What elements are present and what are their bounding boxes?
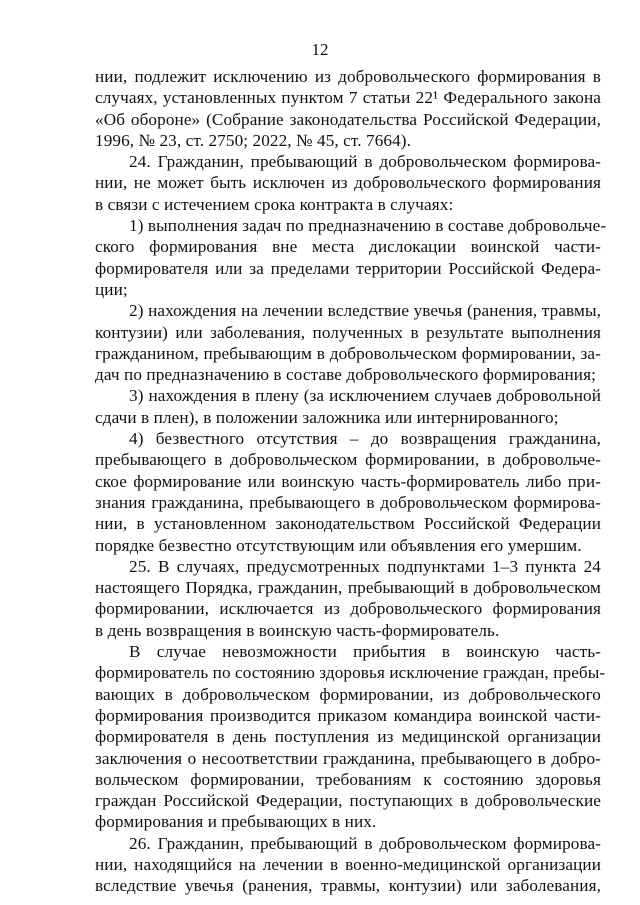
text-line: формирователь по состоянию здоровья исключение граждан, пребы- [95, 663, 606, 683]
text-line: нии, в установленном законодательством Российской Федерации [95, 514, 601, 534]
text-line: формирования и пребывающих в них. [95, 812, 377, 832]
text-line: ского формирования вне места дислокации воинской части- [95, 237, 601, 257]
paragraph-24-item-3 [95, 385, 601, 428]
page-number: 12 [311, 40, 329, 59]
text-line: гражданином, пребывающим в добровольческом формировании, за- [95, 343, 601, 363]
text-line: вающих в добровольческом формировании, из добровольческого [95, 684, 601, 704]
text-line: В случае невозможности прибытия в воинскую часть- [129, 642, 601, 662]
text-line: знания гражданина, пребывающего в добровольческом формирова- [95, 492, 601, 512]
text-line: 1) выполнения задач по предназначению в составе добровольче- [129, 216, 607, 236]
document-body [95, 66, 607, 897]
paragraph-25-second [95, 641, 606, 833]
paragraph-25 [95, 556, 601, 641]
text-line: 26. Гражданин, пребывающий в добровольческом формирова- [129, 833, 601, 853]
text-line: формирователя или за пределами территории Российской Федера- [95, 258, 601, 278]
text-line: «Об обороне» (Собрание законодательства Российской Федерации, [95, 109, 601, 129]
text-line: порядке безвестно отсутствующим или объявления его умершим. [95, 535, 582, 555]
paragraph-24-item-1 [95, 215, 607, 300]
text-line: ции; [95, 279, 128, 299]
text-line: нии, не может быть исключен из добровольческого формирования [95, 173, 601, 193]
text-line: сдачи в плен), в положении заложника или интернированного; [95, 407, 559, 427]
text-line: случаях, установленных пунктом 7 статьи 22¹ Федерального закона [95, 88, 601, 108]
text-line: настоящего Порядка, гражданин, пребывающий в добровольческом [95, 578, 601, 598]
text-line: 3) нахождения в плену (за исключением случаев добровольной [129, 386, 601, 406]
text-line: в день возвращения в воинскую часть-формирователь. [95, 620, 500, 640]
text-line: контузии) или заболевания, полученных в результате выполнения [95, 322, 601, 342]
text-line: заключения о несоответствии гражданина, пребывающего в добро- [95, 748, 601, 768]
paragraph-continuation [95, 66, 601, 151]
text-line: 25. В случаях, предусмотренных подпунктами 1–3 пункта 24 [129, 556, 601, 576]
text-line: 2) нахождения на лечении вследствие увечья (ранения, травмы, [129, 301, 601, 321]
text-line: вольческом формировании, требованиям к состоянию здоровья [95, 769, 601, 789]
text-line: дач по предназначению в составе добровольческого формирования; [95, 365, 596, 385]
text-line: граждан Российской Федерации, поступающих в добровольческие [95, 791, 601, 811]
text-line: 1996, № 23, ст. 2750; 2022, № 45, ст. 7664). [95, 130, 412, 150]
paragraph-26 [95, 833, 601, 897]
text-line: нии, находящийся на лечении в военно-медицинской организации [95, 854, 601, 874]
text-line: ское формирование или воинскую часть-формирователь либо при- [95, 471, 601, 491]
text-line: формировании, исключается из добровольческого формирования [95, 599, 601, 619]
paragraph-24-item-2 [95, 300, 601, 385]
text-line: в связи с истечением срока контракта в случаях: [95, 194, 454, 214]
text-line: формирования производится приказом командира воинской части- [95, 705, 601, 725]
text-line: пребывающего в добровольческом формировании, в добровольче- [95, 450, 601, 470]
text-line: формирователя в день поступления из медицинской организации [95, 727, 601, 747]
text-line: нии, подлежит исключению из добровольческого формирования в [95, 67, 601, 86]
paragraph-24 [95, 151, 601, 215]
text-line: 4) безвестного отсутствия – до возвращения гражданина, [129, 429, 601, 449]
text-line: вследствие увечья (ранения, травмы, контузии) или заболевания, [95, 876, 601, 896]
paragraph-24-item-4 [95, 428, 601, 556]
text-line: 24. Гражданин, пребывающий в добровольческом формирова- [129, 152, 601, 172]
